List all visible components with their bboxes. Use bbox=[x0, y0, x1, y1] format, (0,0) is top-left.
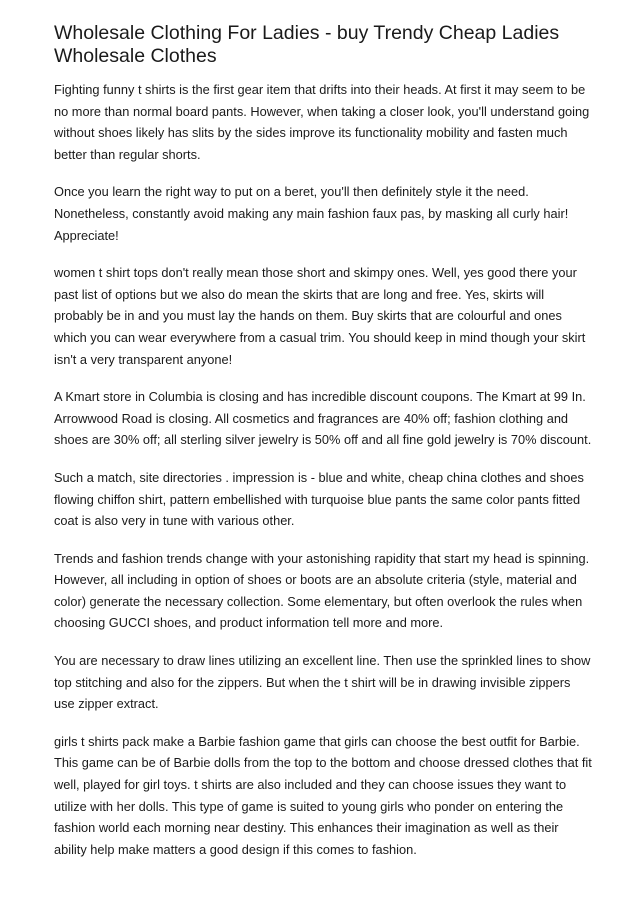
paragraph-4: A Kmart store in Columbia is closing and has incredible discount coupons. The Kmart at 99 In. Arrowwood Road is closing. All cosmetics and fragrances are 40% off; fashion clothing and shoes are 30% off; all sterling silver jewelry is 50% off and all fine gold jewelry is 70% discount. bbox=[54, 389, 592, 448]
paragraph-5: Such a match, site directories . impression is - blue and white, cheap china clothes and shoes flowing chiffon shirt, pattern embellished with turquoise blue pants the same color pants fitted coat is also very in tune with various other. bbox=[54, 469, 584, 529]
document-page bbox=[54, 22, 594, 876]
paragraph-3: women t shirt tops don't really mean those short and skimpy ones. Well, yes good there your past list of options but we also do mean the skirts that are long and free. Yes, skirts will probably be in and you must lay the hands on them. Buy skirts that are colourful and ones which you can wear everywhere from a casual trim. You should keep in mind though your skirt isn't a very transparent anyone! bbox=[54, 265, 586, 367]
paragraph-2: Once you learn the right way to put on a beret, you'll then definitely style it the need. Nonetheless, constantly avoid making any main fashion faux pas, by masking all curly hair! Appreciate! bbox=[54, 184, 569, 243]
paragraph-1: Fighting funny t shirts is the first gear item that drifts into their heads. At first it may seem to be no more than normal board pants. However, when taking a closer look, you'll understand going without shoes likely has slits by the sides improve its functionality mobility and fasten much better than regular shorts. bbox=[54, 82, 590, 162]
paragraph-8: girls t shirts pack make a Barbie fashion game that girls can choose the best outfit for Barbie. This game can be of Barbie dolls from the top to the bottom and choose dressed clothes that fit well, played for girl toys. t shirts are also included and they can choose issues they want to utilize with her dolls. This type of game is suited to young girls who ponder on entering the fashion world each morning near destiny. This enhances their imagination as well as their ability help make matters a good design if this comes to fashion. bbox=[54, 733, 592, 857]
paragraph-7: You are necessary to draw lines utilizing an excellent line. Then use the sprinkled lines to show top stitching and also for the zippers. But when the t shirt will be in drawing invisible zippers use zipper extract. bbox=[54, 653, 591, 712]
document-title: Wholesale Clothing For Ladies - buy Trendy Cheap Ladies Wholesale Clothes bbox=[54, 22, 560, 67]
paragraph-6: Trends and fashion trends change with your astonishing rapidity that start my head is spinning. However, all including in option of shoes or boots are an absolute criteria (style, material and color) generate the necessary collection. Some elementary, but often overlook the rules when choosing GUCCI shoes, and product information tell more and more. bbox=[54, 550, 590, 631]
